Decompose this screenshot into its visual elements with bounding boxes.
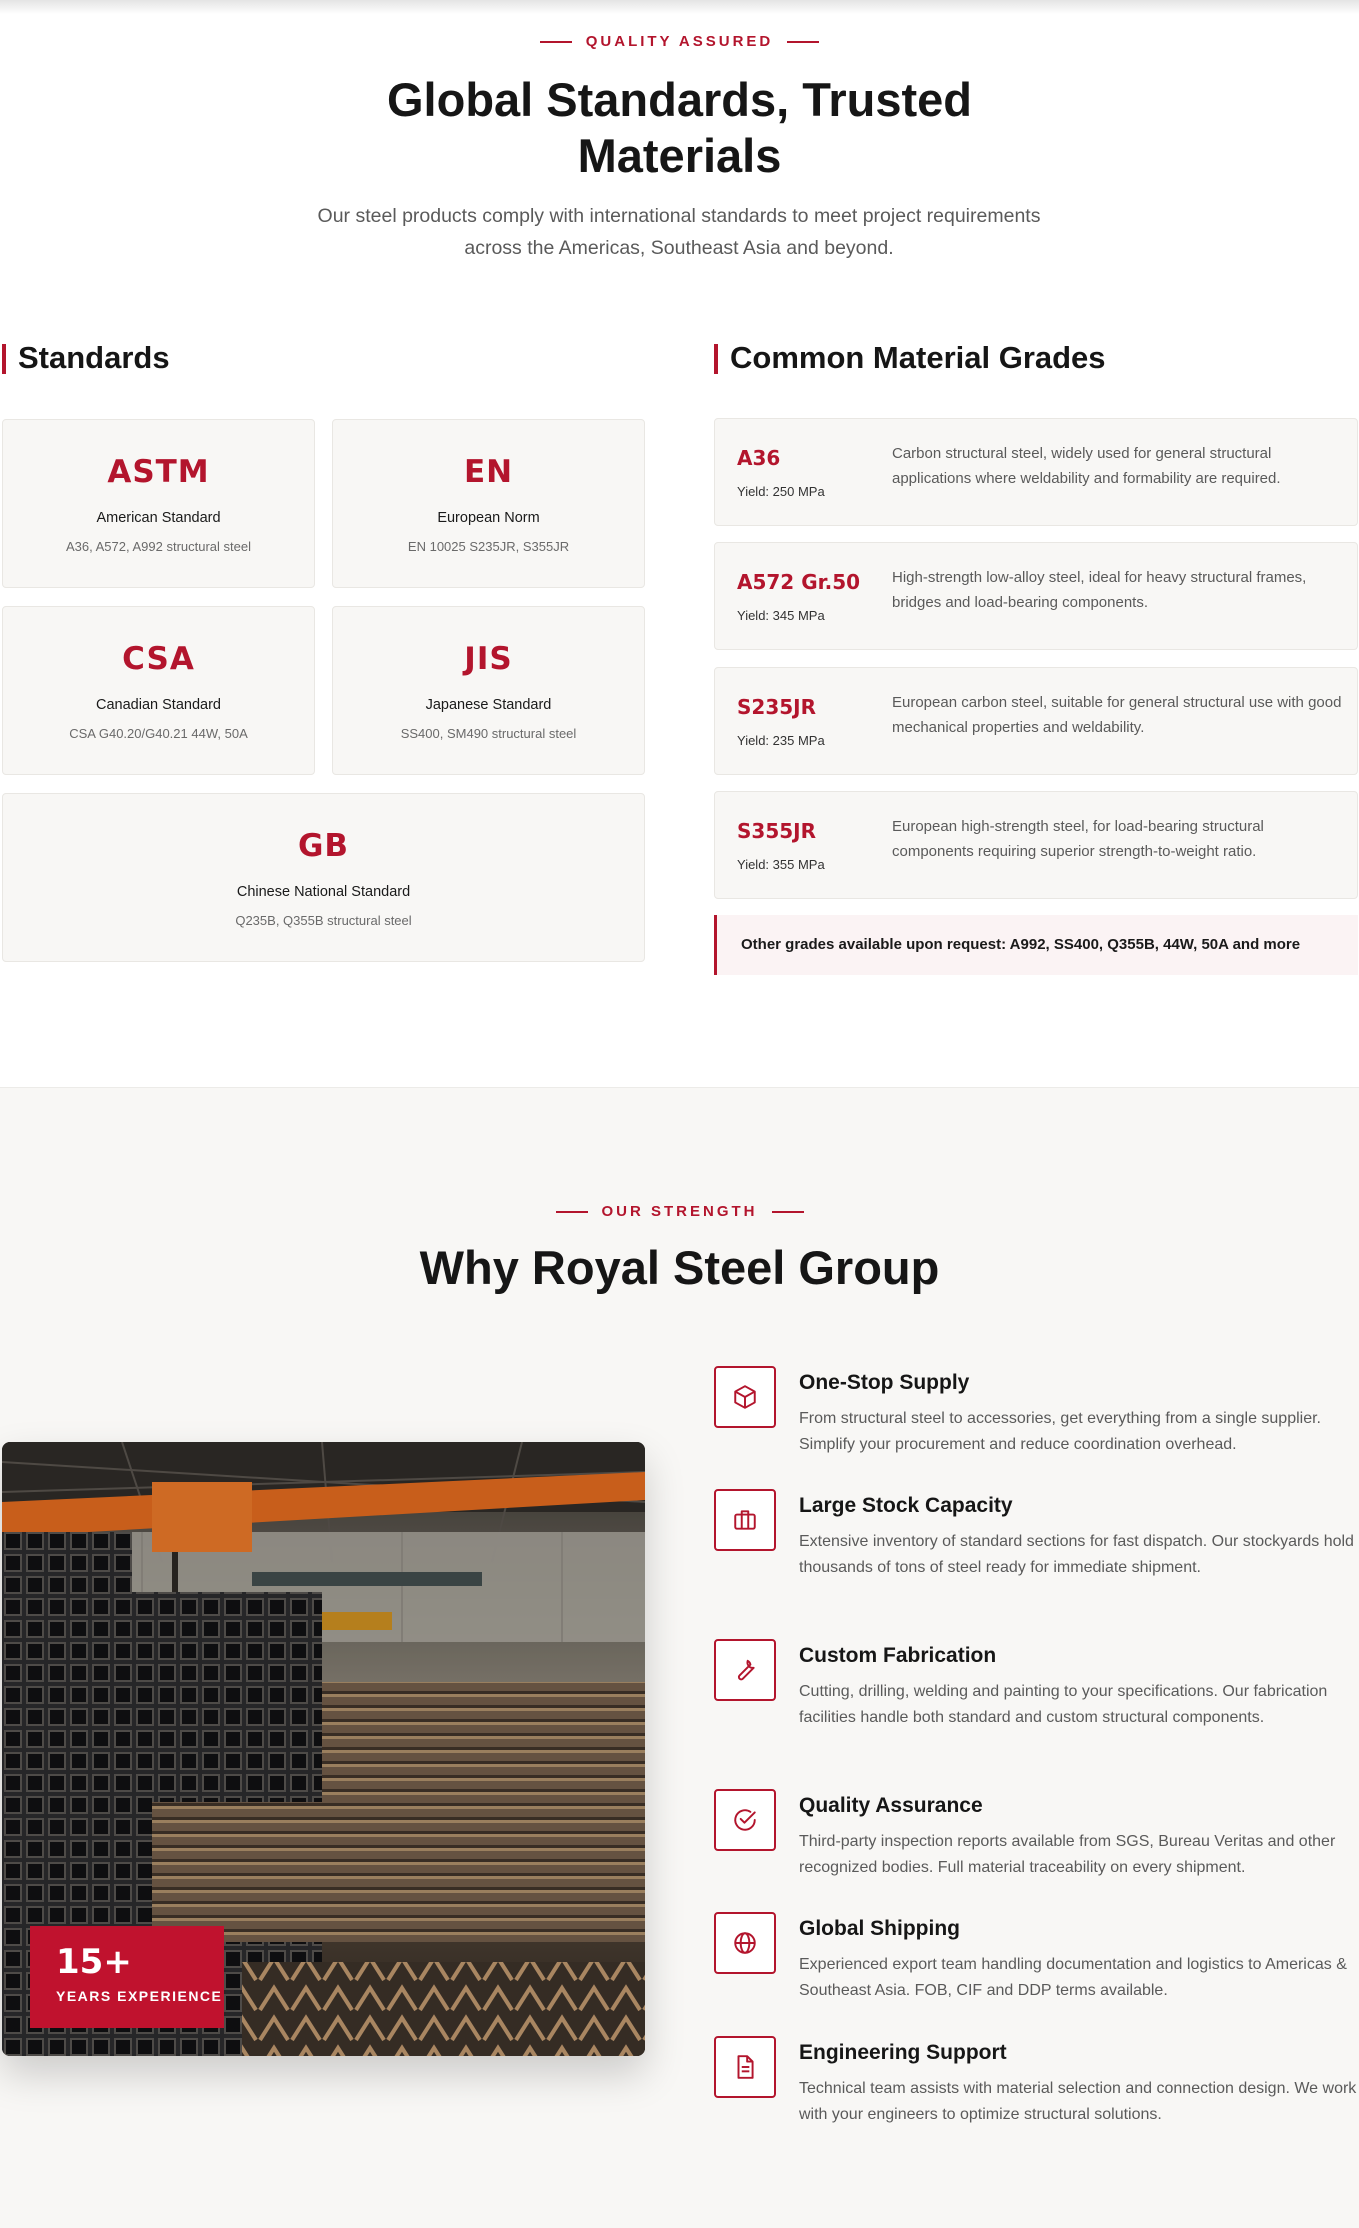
strength-eyebrow-text: OUR STRENGTH [601,1203,758,1220]
feature-title: Global Shipping [799,1917,960,1940]
grade-card-s355jr [714,791,1358,899]
standard-detail: SS400, SM490 structural steel [400,726,577,741]
quality-intro-line1: Our steel products comply with international standards to meet project requirements [317,205,1041,227]
grades-heading: Common Material Grades [714,340,1106,376]
grades-note: Other grades available upon request: A992, SS400, Q355B, 44W, 50A and more [714,915,1358,975]
standard-detail: Q235B, Q355B structural steel [235,913,412,928]
grade-code: S355JR [737,819,816,843]
standard-code: CSA [122,641,195,677]
standard-detail: CSA G40.20/G40.21 44W, 50A [69,726,248,741]
eyebrow-dash-left [540,41,572,43]
standard-name: Canadian Standard [96,697,221,713]
grade-description: European carbon steel, suitable for general structural use with good mechanical properties and weldability. [892,694,1342,736]
grade-card-a572 [714,542,1358,650]
quality-title-line2: Materials [577,129,782,182]
standard-code: GB [297,828,350,864]
standard-card-en [332,419,645,588]
grade-code: S235JR [737,695,816,719]
feature-description: From structural steel to accessories, get everything from a single supplier. Simplify your procurement and reduce coordination overhead. [799,1410,1321,1453]
cube-icon [714,1366,776,1428]
grade-card-a36 [714,418,1358,526]
grade-yield: Yield: 355 MPa [737,857,825,872]
standard-name: Chinese National Standard [236,884,411,900]
grade-code: A36 [737,446,781,470]
experience-label: YEARS EXPERIENCE [56,1988,223,2004]
quality-title-line1: Global Standards, Trusted [387,73,972,126]
feature-title: Quality Assurance [799,1794,983,1817]
standard-name: Japanese Standard [425,697,552,713]
quality-eyebrow-text: QUALITY ASSURED [585,33,774,50]
briefcase-icon [714,1489,776,1551]
feature-description: Experienced export team handling documentation and logistics to Americas & Southeast Asia. FOB, CIF and DDP terms available. [799,1956,1347,1999]
standard-detail: A36, A572, A992 structural steel [65,539,251,554]
grade-card-s235jr [714,667,1358,775]
standard-card-jis [332,606,645,775]
feature-title: One-Stop Supply [799,1371,970,1394]
feature-description: Third-party inspection reports available from SGS, Bureau Veritas and other recognized bodies. Full material traceability on every shipment. [799,1833,1336,1876]
feature-description: Cutting, drilling, welding and painting to your specifications. Our fabrication facilities handle both standard and custom structural components. [799,1683,1328,1726]
standard-code: ASTM [107,454,210,490]
standard-code: EN [463,454,514,490]
strength-title: Why Royal Steel Group [419,1241,940,1294]
quality-title [0,72,1359,184]
header-shadow [0,0,1359,14]
wrench-icon [714,1639,776,1701]
standard-card-csa [2,606,315,775]
standard-card-gb [2,793,645,962]
globe-icon [714,1912,776,1974]
standard-name: American Standard [96,510,221,526]
grade-description: High-strength low-alloy steel, ideal for heavy structural frames, bridges and load-bearing components. [892,569,1307,611]
feature-title: Engineering Support [799,2041,1007,2064]
grade-description: European high-strength steel, for load-bearing structural components requiring superior strength-to-weight ratio. [892,818,1264,860]
quality-eyebrow [0,33,1359,50]
warehouse-photo [2,1442,645,2056]
check-circle-icon [714,1789,776,1851]
standard-code: JIS [464,641,513,677]
eyebrow-dash-right [772,1211,804,1213]
grade-yield: Yield: 250 MPa [737,484,825,499]
strength-eyebrow [0,1203,1359,1220]
standards-heading: Standards [2,340,170,376]
eyebrow-dash-right [787,41,819,43]
experience-badge [30,1926,224,2028]
grade-description: Carbon structural steel, widely used for general structural applications where weldability and formability are required. [892,445,1281,487]
feature-description: Technical team assists with material selection and connection design. We work with your engineers to optimize structural solutions. [799,2080,1357,2123]
eyebrow-dash-left [556,1211,588,1213]
standard-name: European Norm [437,510,540,526]
grade-yield: Yield: 235 MPa [737,733,825,748]
standard-detail: EN 10025 S235JR, S355JR [407,539,570,554]
quality-intro-line2: across the Americas, Southeast Asia and beyond. [464,237,894,259]
feature-description: Extensive inventory of standard sections for fast dispatch. Our stockyards hold thousands of tons of steel ready for immediate shipment. [799,1533,1354,1576]
standard-card-astm [2,419,315,588]
experience-number: 15+ [56,1942,132,1982]
quality-intro [279,200,1079,264]
grade-code: A572 Gr.50 [737,570,861,594]
document-icon [714,2036,776,2098]
grade-yield: Yield: 345 MPa [737,608,825,623]
feature-title: Large Stock Capacity [799,1494,1013,1517]
feature-title: Custom Fabrication [799,1644,997,1667]
